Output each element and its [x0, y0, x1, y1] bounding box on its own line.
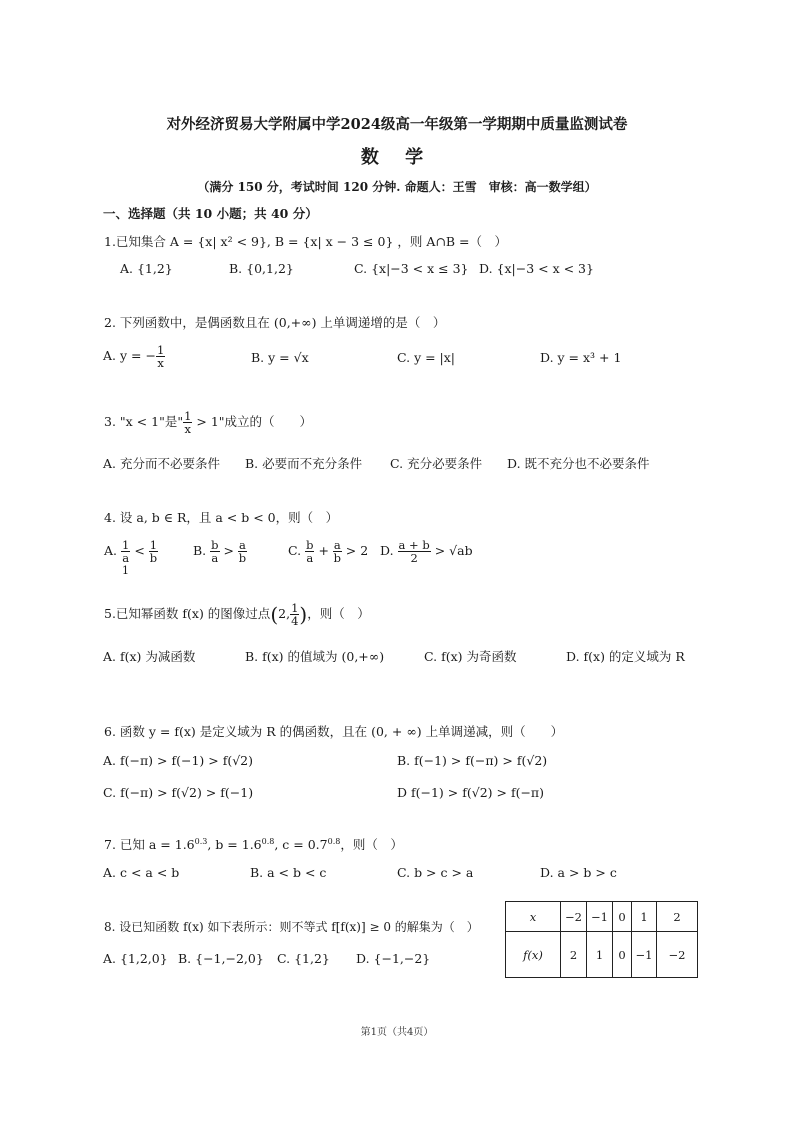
fraction — [156, 344, 165, 369]
option-label: B. — [193, 543, 207, 559]
table-cell: 2 — [657, 902, 698, 932]
fraction-denominator: x — [184, 422, 191, 437]
fraction — [210, 539, 219, 564]
table-header-fx: f(x) — [506, 932, 561, 978]
option-label: A. — [104, 543, 118, 559]
fraction-numerator: 1 — [156, 343, 165, 357]
fraction-denominator: 4 — [291, 614, 299, 629]
stem-text: , c = 0.7 — [274, 837, 328, 852]
table-cell: 0 — [613, 902, 632, 932]
question-1-option-a: A. {1,2} — [120, 261, 173, 276]
table-cell: −2 — [561, 902, 587, 932]
question-8-option-d: D. {−1,−2} — [356, 951, 431, 966]
stem-text: 7. 已知 a = 1.6 — [104, 837, 195, 852]
question-3-option-c: C. 充分必要条件 — [390, 456, 483, 471]
fraction — [305, 539, 314, 564]
subject-title: 数 学 — [360, 147, 434, 168]
question-5-stem — [104, 602, 370, 627]
fraction-denominator: b — [238, 551, 247, 566]
paren-open: ( — [270, 602, 279, 627]
fraction-denominator: x — [157, 356, 164, 371]
fraction-denominator: b — [149, 551, 158, 566]
stem-text: ，则（ ） — [340, 837, 403, 852]
table-cell: 2 — [561, 932, 587, 978]
table-cell: −1 — [632, 932, 657, 978]
question-3-option-d: D. 既不充分也不必要条件 — [507, 456, 650, 471]
question-6-option-a: A. f(−π) > f(−1) > f(√2) — [103, 753, 253, 768]
stem-text: , b = 1.6 — [207, 837, 262, 852]
exam-title: 对外经济贸易大学附属中学2024级高一年级第一学期期中质量监测试卷 — [166, 116, 628, 133]
question-2-option-c: C. y = |x| — [397, 350, 456, 365]
question-2-option-d: D. y = x³ + 1 — [540, 350, 622, 365]
fraction-denominator: a — [306, 551, 314, 566]
fraction-numerator: a — [238, 538, 246, 552]
stem-text: 5.已知幂函数 f(x) 的图像过点 — [104, 606, 271, 622]
fraction — [238, 539, 247, 564]
fraction-denominator: a — [122, 551, 130, 566]
relation-tail: > 2 — [345, 543, 369, 559]
page-footer: 第1页（共4页） — [360, 1027, 434, 1038]
function-value-table — [505, 901, 698, 978]
question-2-option-a — [103, 344, 165, 369]
question-6-option-d: D f(−1) > f(√2) > f(−π) — [397, 785, 545, 800]
option-label: D. — [380, 543, 394, 559]
stem-text: > 1"成立的（ ） — [192, 414, 313, 430]
fraction-denominator: b — [333, 551, 342, 566]
question-4-option-b — [193, 539, 247, 564]
option-label: C. — [288, 543, 302, 559]
relation: < — [134, 543, 145, 559]
question-7-option-b: B. a < b < c — [250, 865, 327, 880]
fraction — [121, 539, 130, 564]
table-cell: 0 — [613, 932, 632, 978]
fraction — [398, 539, 431, 564]
table-cell: 1 — [632, 902, 657, 932]
question-8-stem: 8. 设已知函数 f(x) 如下表所示：则不等式 f[f(x)] ≥ 0 的解集为（ ） — [104, 920, 479, 934]
question-7-option-a: A. c < a < b — [103, 865, 180, 880]
question-5-option-c: C. f(x) 为奇函数 — [424, 649, 517, 664]
table-cell: 1 — [587, 932, 613, 978]
fraction-denominator: 2 — [410, 551, 418, 566]
table-row — [506, 902, 698, 932]
question-4-option-a — [104, 539, 158, 564]
fraction-numerator: b — [211, 538, 219, 552]
option-a-prefix: y = − — [120, 348, 156, 364]
question-1-option-c: C. {x|−3 < x ≤ 3} — [354, 261, 469, 276]
exponent: 0.8 — [327, 836, 341, 846]
point-text: 2, — [278, 606, 291, 622]
table-cell: −2 — [657, 932, 698, 978]
relation: + — [318, 543, 329, 559]
section-title: 一、选择题（共 10 小题；共 40 分） — [103, 206, 318, 221]
fraction — [149, 539, 158, 564]
stem-text: ，则（ ） — [307, 606, 370, 622]
fraction-denominator: a — [211, 551, 219, 566]
fraction — [290, 602, 299, 627]
question-3-option-a: A. 充分而不必要条件 — [103, 456, 220, 471]
paren-close: ) — [299, 602, 308, 627]
option-label: A. — [103, 348, 117, 364]
fraction — [183, 410, 192, 435]
exponent: 0.3 — [194, 836, 208, 846]
fraction-numerator: 1 — [291, 601, 299, 615]
table-row — [506, 932, 698, 978]
question-2-stem: 2. 下列函数中，是偶函数且在 (0,+∞) 上单调递增的是（ ） — [104, 315, 446, 330]
question-8-option-b: B. {−1,−2,0} — [178, 951, 264, 966]
table-cell: −1 — [587, 902, 613, 932]
question-5-option-b: B. f(x) 的值域为 (0,+∞) — [245, 649, 385, 664]
table-header-x: x — [506, 902, 561, 932]
relation-tail: > √ab — [434, 543, 473, 559]
question-4-stem: 4. 设 a, b ∈ R，且 a < b < 0，则（ ） — [104, 510, 339, 525]
question-1-option-d: D. {x|−3 < x < 3} — [479, 261, 594, 276]
fraction-numerator: 1 — [122, 538, 130, 552]
fraction-numerator: a + b — [398, 538, 430, 552]
fraction-numerator: b — [306, 538, 314, 552]
exam-info: （满分 150 分，考试时间 120 分钟. 命题人：王雪 审核：高一数学组） — [197, 180, 597, 194]
fraction-numerator: 1 — [184, 409, 192, 423]
question-4-option-d — [380, 539, 473, 564]
question-7-option-c: C. b > c > a — [397, 865, 474, 880]
relation: > — [223, 543, 234, 559]
question-4-option-c — [288, 539, 368, 564]
question-7-stem — [104, 835, 403, 853]
stray-mark: 1 — [122, 564, 129, 577]
stem-text: 3. "x < 1"是" — [104, 414, 184, 430]
question-8-option-a: A. {1,2,0} — [103, 951, 168, 966]
exponent: 0.8 — [261, 836, 275, 846]
question-5-option-d: D. f(x) 的定义域为 R — [566, 649, 685, 664]
question-3-stem — [104, 410, 312, 435]
question-8-option-c: C. {1,2} — [277, 951, 330, 966]
question-6-stem: 6. 函数 y = f(x) 是定义域为 R 的偶函数，且在 (0, + ∞) 上单调递减，则（ ） — [104, 724, 564, 739]
question-5-option-a: A. f(x) 为减函数 — [103, 649, 196, 664]
question-3-option-b: B. 必要而不充分条件 — [245, 456, 363, 471]
fraction-numerator: a — [333, 538, 341, 552]
question-1-option-b: B. {0,1,2} — [229, 261, 294, 276]
question-7-option-d: D. a > b > c — [540, 865, 617, 880]
fraction — [333, 539, 342, 564]
question-6-option-c: C. f(−π) > f(√2) > f(−1) — [103, 785, 254, 800]
question-6-option-b: B. f(−1) > f(−π) > f(√2) — [397, 753, 548, 768]
question-1-stem: 1.已知集合 A = {x| x² < 9}, B = {x| x − 3 ≤ 0} ，则 A∩B =（ ） — [104, 234, 507, 249]
fraction-numerator: 1 — [149, 538, 158, 552]
question-2-option-b: B. y = √x — [251, 350, 309, 365]
